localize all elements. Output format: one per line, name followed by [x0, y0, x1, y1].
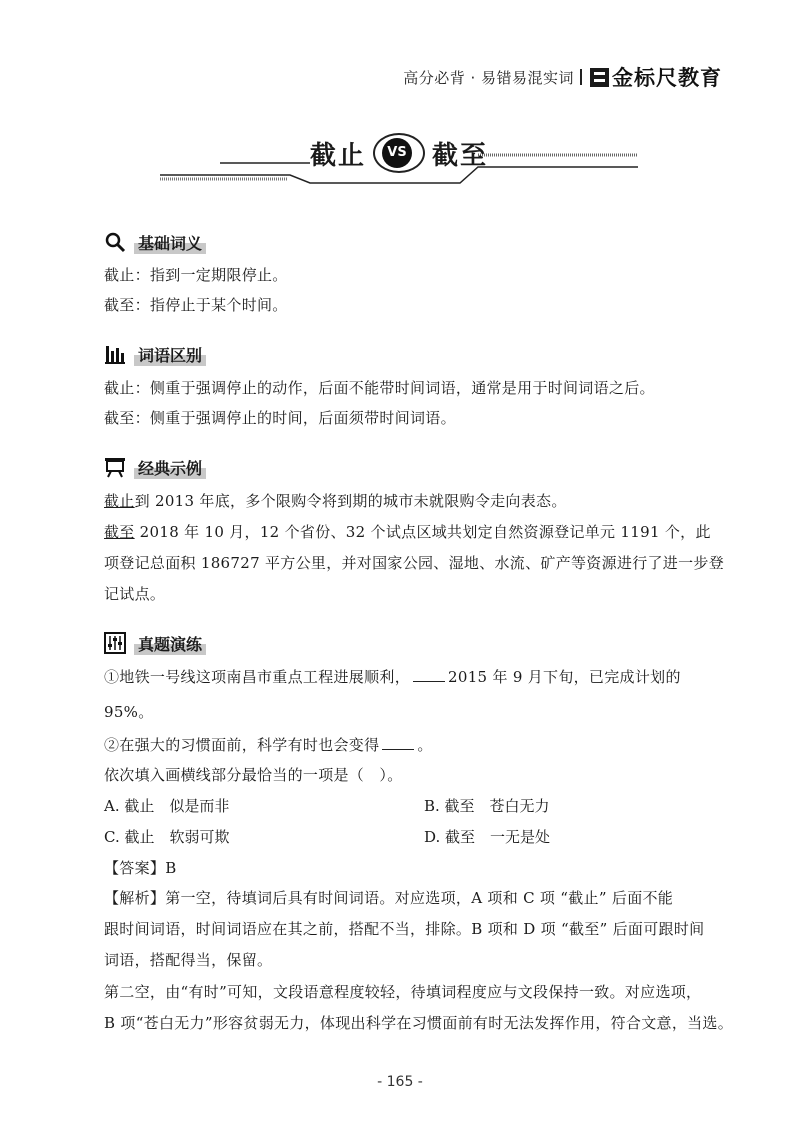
section-heading-practice — [104, 631, 206, 655]
question-prompt: 依次填入画横线部分最恰当的一项是（ ）。 — [104, 766, 403, 784]
option-a: A. 截止 似是而非 — [104, 797, 230, 815]
analysis-line-1: 【解析】第一空，待填词后具有时间词语。对应选项，A 项和 C 项 “截止” 后面不能 — [104, 889, 674, 907]
question-1-part-2: 2015 年 9 月下旬，已完成计划的 — [448, 668, 681, 686]
question-2 — [104, 734, 433, 755]
example-2-text: 2018 年 10 月，12 个省份、32 个试点区域共划定自然资源登记单元 1191 个，此 — [134, 523, 711, 541]
section-heading-basic — [104, 230, 206, 254]
basic-line-1: 截止：指到一定期限停止。 — [104, 266, 288, 284]
title-word-right: 截至 — [432, 141, 489, 171]
section-title-examples: 经典示例 — [134, 455, 206, 479]
title-word-left: 截止 — [310, 141, 367, 171]
bar-chart-icon — [104, 343, 126, 365]
question-2-part-2: 。 — [417, 736, 433, 754]
page-header — [403, 62, 722, 92]
section-heading-examples — [104, 455, 206, 479]
section-heading-difference — [104, 342, 206, 366]
answer-line: 【答案】B — [104, 859, 177, 877]
option-d: D. 截至 一无是处 — [424, 828, 551, 846]
section-title-difference: 词语区别 — [134, 342, 206, 366]
analysis-line-4: 第二空，由“有时”可知，文段语意程度较轻，待填词程度应与文段保持一致。对应选项， — [104, 983, 702, 1001]
search-icon — [104, 231, 126, 253]
section-title-basic: 基础词义 — [134, 230, 206, 254]
option-c: C. 截止 软弱可欺 — [104, 828, 230, 846]
brand-name: 金标尺教育 — [612, 66, 722, 90]
presentation-board-icon — [104, 456, 126, 478]
header-separator — [580, 69, 582, 85]
question-1-line-2: 95%。 — [104, 703, 154, 721]
analysis-line-2: 跟时间词语，时间词语应在其之前，搭配不当，排除。B 项和 D 项 “截至” 后面可跟时间 — [104, 920, 705, 938]
question-2-blank — [382, 735, 414, 750]
example-2-keyword: 截至 — [104, 523, 135, 541]
vs-badge — [373, 133, 425, 173]
question-2-part-1: ②在强大的习惯面前，科学有时也会变得 — [104, 736, 380, 754]
analysis-line-3: 词语，搭配得当，保留。 — [104, 951, 273, 969]
question-1-blank — [413, 667, 445, 682]
difference-line-2: 截至：侧重于强调停止的时间，后面须带时间词语。 — [104, 409, 456, 427]
question-1-line-1 — [104, 666, 681, 687]
header-text: 高分必背 · 易错易混实词 — [403, 68, 574, 87]
example-2-line-2: 项登记总面积 186727 平方公里，并对国家公园、湿地、水流、矿产等资源进行了进一步登 — [104, 554, 725, 572]
page-number: - 165 - — [377, 1074, 423, 1090]
example-1-keyword: 截止 — [104, 492, 135, 510]
option-b: B. 截至 苍白无力 — [424, 797, 550, 815]
example-2-line-1 — [104, 521, 711, 542]
brand-logo-icon — [590, 68, 609, 87]
sliders-icon — [104, 632, 126, 654]
vs-label: VS — [382, 138, 412, 168]
example-1 — [104, 490, 567, 511]
analysis-line-5: B 项“苍白无力”形容贫弱无力，体现出科学在习惯面前有时无法发挥作用，符合文意，当选。 — [104, 1014, 734, 1032]
title-banner — [160, 135, 640, 195]
example-2-line-3: 记试点。 — [104, 585, 166, 603]
difference-line-1: 截止：侧重于强调停止的动作，后面不能带时间词语，通常是用于时间词语之后。 — [104, 379, 655, 397]
basic-line-2: 截至：指停止于某个时间。 — [104, 296, 288, 314]
section-title-practice: 真题演练 — [134, 631, 206, 655]
example-1-text: 到 2013 年底，多个限购令将到期的城市未就限购令走向表态。 — [134, 492, 567, 510]
question-1-part-1: ①地铁一号线这项南昌市重点工程进展顺利， — [104, 668, 411, 686]
